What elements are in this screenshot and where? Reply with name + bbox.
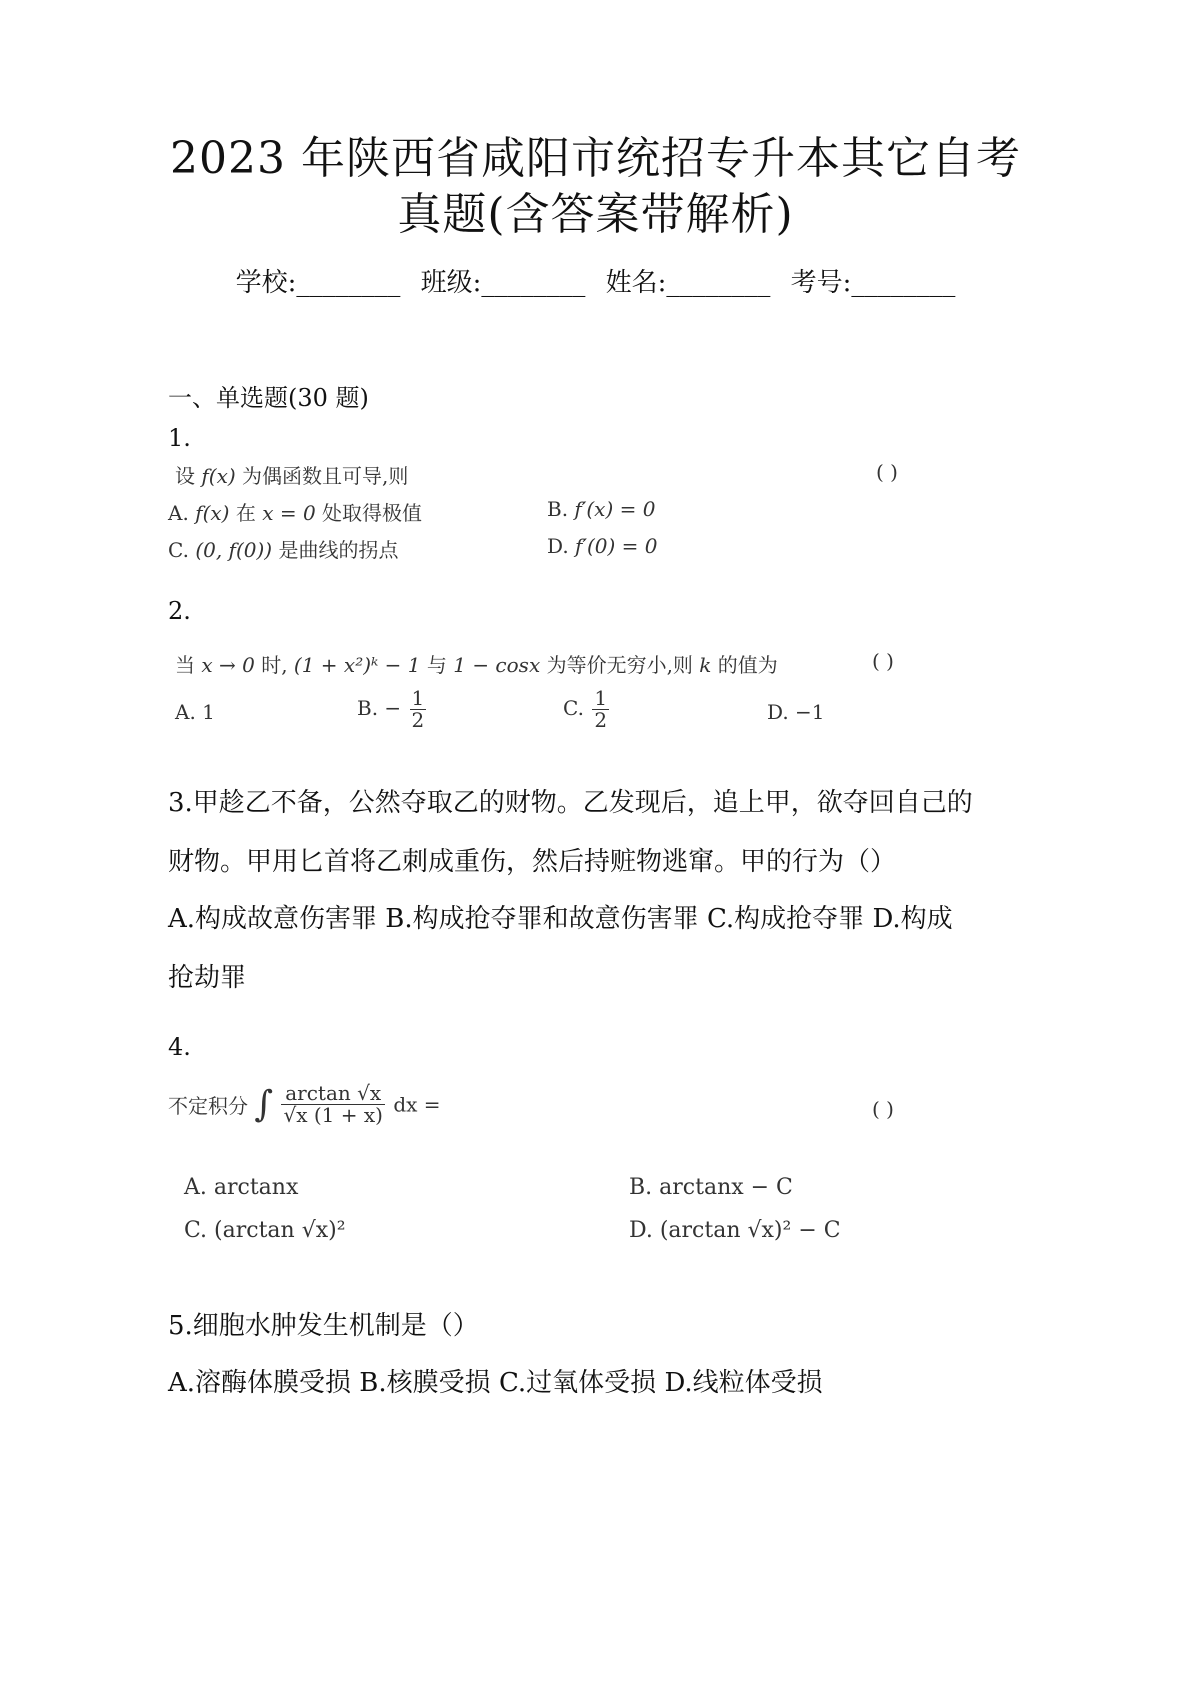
school-field: 学校:________ (235, 268, 401, 298)
question-2-stem: 当 x → 0 时, (1 + x²)ᵏ − 1 与 1 − cosx 为等价无穷小,则 k 的值为 (175, 653, 778, 677)
question-1-option-b: B. f′(x) = 0 (547, 497, 656, 521)
question-3-line-2: 财物。甲用匕首将乙刺成重伤，然后持赃物逃窜。甲的行为（） (168, 847, 897, 877)
question-4-answer-paren: ( ) (872, 1097, 894, 1121)
question-5-options: A.溶酶体膜受损 B.核膜受损 C.过氧体受损 D.线粒体受损 (168, 1368, 823, 1398)
question-4-number: 4. (168, 1033, 191, 1061)
fraction: $\frac{1}{2}$ (411, 686, 425, 732)
document-title-line-2: 真题(含答案带解析) (397, 189, 794, 240)
section-heading: 一、单选题(30 题) (168, 384, 369, 412)
question-4-option-a: A. arctanx (184, 1175, 299, 1200)
integral-sign: ∫ (254, 1084, 274, 1125)
question-4-stem: 不定积分 ∫ $\frac{\arctan √x}{√x (1 + x)}$ dx = (168, 1081, 441, 1127)
question-2-option-a: A. 1 (175, 700, 215, 724)
question-4-option-d: D. (arctan √x)² − C (629, 1218, 841, 1243)
question-1-number: 1. (168, 424, 191, 452)
question-3-line-1: 3.甲趁乙不备，公然夺取乙的财物。乙发现后，追上甲，欲夺回自己的 (168, 788, 973, 818)
question-2-option-b: B. − $\frac{1}{2}$ (357, 686, 425, 732)
question-4-option-b: B. arctanx − C (629, 1175, 793, 1200)
question-1-stem: 设 f(x) 为偶函数且可导,则 (175, 464, 409, 488)
question-2-answer-paren: ( ) (872, 649, 894, 673)
student-info-fields (0, 262, 1191, 299)
question-5-stem: 5.细胞水肿发生机制是（） (168, 1311, 479, 1341)
integrand-fraction: $\frac{\arctan √x}{√x (1 + x)}$ (283, 1081, 383, 1127)
fraction: $\frac{1}{2}$ (594, 686, 608, 732)
document-title-line-1: 2023 年陕西省咸阳市统招专升本其它自考 (170, 133, 1021, 184)
question-2-number: 2. (168, 597, 191, 625)
question-3-options-cont: 抢劫罪 (168, 963, 247, 993)
name-field: 姓名:________ (605, 268, 771, 298)
exam-number-field: 考号:________ (790, 268, 956, 298)
question-2-option-d: D. −1 (767, 700, 825, 724)
question-4-option-c: C. (arctan √x)² (184, 1218, 346, 1243)
question-3-options: A.构成故意伤害罪 B.构成抢夺罪和故意伤害罪 C.构成抢夺罪 D.构成 (168, 904, 953, 934)
question-1-answer-paren: ( ) (876, 460, 898, 484)
class-field: 班级:________ (420, 268, 586, 298)
question-1-option-d: D. f′(0) = 0 (547, 534, 658, 558)
question-1-option-c: C. (0, f(0)) 是曲线的拐点 (168, 538, 399, 562)
question-1-option-a: A. f(x) 在 x = 0 处取得极值 (168, 501, 423, 525)
question-2-option-c: C. $\frac{1}{2}$ (563, 686, 608, 732)
